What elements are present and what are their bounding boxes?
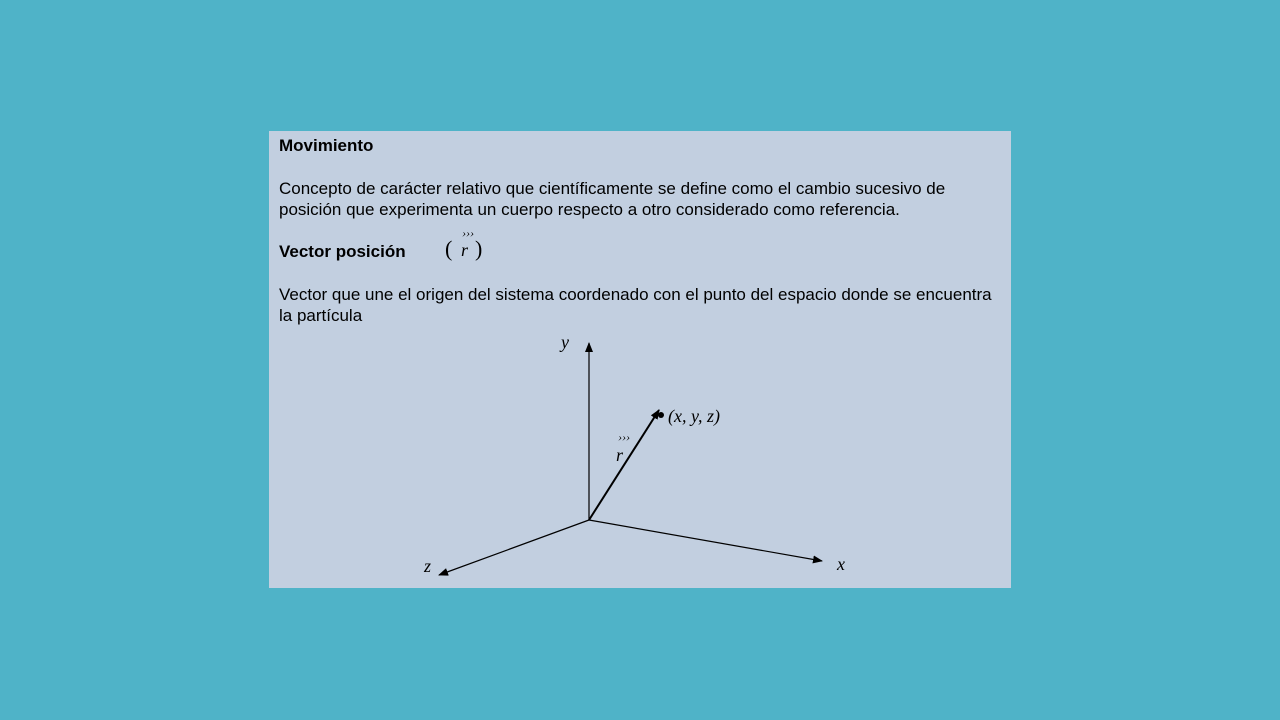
position-vector xyxy=(589,410,659,520)
y-axis-label: y xyxy=(561,332,569,352)
z-axis xyxy=(439,520,589,575)
coordinate-diagram xyxy=(269,131,1011,588)
particle-point xyxy=(658,412,664,418)
z-axis-label: z xyxy=(424,556,432,576)
point-label: (x, y, z) xyxy=(668,406,720,426)
vector-symbol-close: ) xyxy=(475,236,483,261)
x-axis xyxy=(589,520,822,561)
vector-description: Vector que une el origen del sistema coordenado con el punto del espacio donde se encuentra la partícula xyxy=(279,285,992,325)
vector-symbol-open: ( xyxy=(445,236,453,261)
vector-arrow-mark: ››› xyxy=(618,430,630,444)
slide-content xyxy=(269,131,1011,588)
vector-heading: Vector posición xyxy=(279,242,406,261)
vector-symbol-letter: r xyxy=(461,240,469,260)
definition-text: Concepto de carácter relativo que científicamente se define como el cambio sucesivo de posición que experimenta un cuerpo respecto a otro considerado como referencia. xyxy=(279,179,946,219)
slide-title: Movimiento xyxy=(279,136,374,155)
vector-label: r xyxy=(616,445,624,465)
vector-symbol-arrow: ››› xyxy=(462,227,474,240)
x-axis-label: x xyxy=(837,554,845,574)
